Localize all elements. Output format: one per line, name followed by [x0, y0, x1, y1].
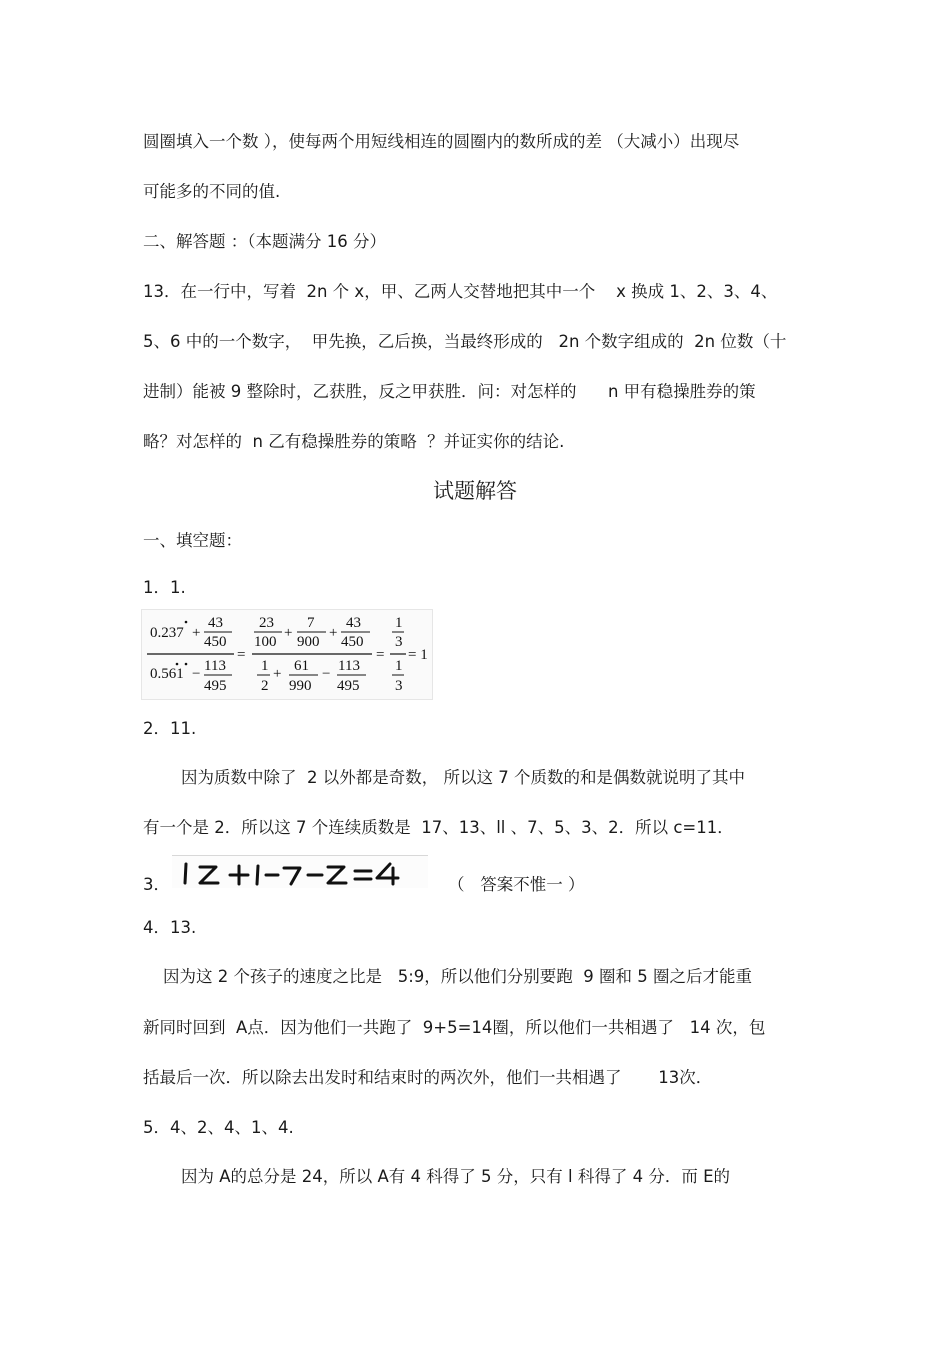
svg-text:113: 113	[338, 658, 360, 674]
problem-text: 5、6 中的一个数字， 甲先换，乙后换，当最终形成的 2n 个数字组成的 2n 位数（十	[143, 332, 787, 351]
svg-text:900: 900	[297, 634, 320, 650]
answer-text: 5．4、2、4、1、4.	[143, 1118, 294, 1137]
svg-text:=: =	[237, 647, 246, 663]
explanation-text: 因为这 2 个孩子的速度之比是 5:9，所以他们分别要跑 9 圈和 5 圈之后才能重	[163, 967, 752, 986]
svg-text:1: 1	[261, 658, 269, 674]
problem-text: 略？对怎样的 n 乙有稳操胜券的策略 ？并证实你的结论.	[143, 432, 565, 451]
problem-text: 13．在一行中，写着 2n 个 x，甲、乙两人交替地把其中一个 x 换成 1、2、3、4、	[143, 282, 778, 301]
svg-text:495: 495	[204, 678, 227, 694]
svg-text:−: −	[192, 666, 201, 682]
formula-image	[141, 609, 433, 700]
svg-text:495: 495	[337, 678, 360, 694]
answer-text: 4．13.	[143, 918, 197, 937]
svg-text:2: 2	[261, 678, 269, 694]
svg-text:=: =	[376, 647, 385, 663]
answer-label: 3．	[143, 875, 170, 894]
svg-text:= 1: = 1	[408, 647, 428, 663]
answer-text: 1．1.	[143, 578, 186, 597]
svg-text:+: +	[284, 625, 293, 641]
svg-text:1: 1	[395, 658, 403, 674]
svg-text:0.561: 0.561	[150, 666, 184, 682]
svg-text:0.237: 0.237	[150, 625, 184, 641]
section-heading: 二、解答题 ：（本题满分 16 分）	[143, 232, 386, 251]
svg-text:450: 450	[341, 634, 364, 650]
explanation-text: 有一个是 2．所以这 7 个连续质数是 17、13、ll 、7、5、3、2．所以 c=11．	[143, 818, 734, 837]
svg-text:990: 990	[289, 678, 312, 694]
handwritten-expression-text: 1Z +1−7−Z =4	[172, 856, 180, 857]
svg-text:43: 43	[208, 615, 223, 631]
svg-text:3: 3	[395, 634, 403, 650]
svg-text:1: 1	[395, 615, 403, 631]
text-line: 圆圈填入一个数 ），使每两个用短线相连的圆圈内的数所成的差 （大减小）出现尽	[143, 132, 740, 151]
svg-text:61: 61	[294, 658, 309, 674]
explanation-text: 因为 A的总分是 24，所以 A有 4 科得了 5 分，只有 l 科得了 4 分．而 E的	[181, 1167, 731, 1186]
text-line: 可能多的不同的值.	[143, 182, 281, 201]
explanation-text: 新同时回到 A点．因为他们一共跑了 9+5=14圈，所以他们一共相遇了 14 次，包	[143, 1018, 766, 1037]
explanation-text: 因为质数中除了 2 以外都是奇数， 所以这 7 个质数的和是偶数就说明了其中	[181, 768, 745, 787]
solutions-title: 试题解答	[433, 479, 517, 503]
svg-text:7: 7	[307, 615, 315, 631]
explanation-text: 括最后一次．所以除去出发时和结束时的两次外，他们一共相遇了 13次．	[143, 1068, 713, 1087]
handwritten-answer-image	[172, 855, 428, 888]
svg-text:−: −	[322, 666, 331, 682]
svg-text:450: 450	[204, 634, 227, 650]
svg-text:100: 100	[254, 634, 277, 650]
section-heading: 一、填空题：	[143, 531, 242, 550]
svg-text:43: 43	[346, 615, 361, 631]
problem-text: 进制）能被 9 整除时，乙获胜，反之甲获胜．问：对怎样的 n 甲有稳操胜券的策	[143, 382, 756, 401]
svg-text:+: +	[273, 666, 282, 682]
answer-note: （ 答案不惟一 ）	[448, 875, 585, 894]
svg-text:3: 3	[395, 678, 403, 694]
answer-text: 2．11.	[143, 719, 197, 738]
svg-text:+: +	[192, 625, 201, 641]
svg-text:23: 23	[259, 615, 274, 631]
svg-text:+: +	[329, 625, 338, 641]
svg-text:113: 113	[204, 658, 226, 674]
